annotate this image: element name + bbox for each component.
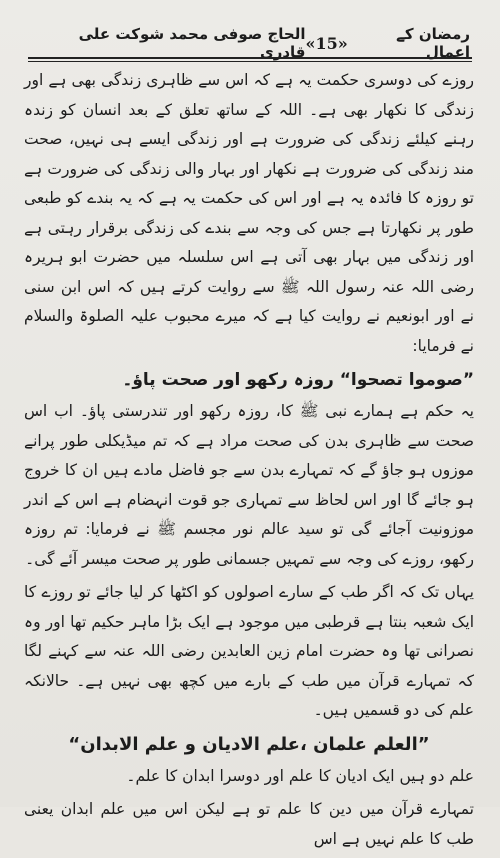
paragraph-3: یہاں تک کہ اگر طب کے سارے اصولوں کو اکٹھا کر لیا جائے تو روزے کا ایک شعبہ بنتا ہے قرطبی میں موجود ہے ایک بڑا ماہر حکیم تھا اور وہ نصرانی تھا وہ حضرت امام زین العابدین رضی اللہ عنہ سے کہنے لگا کہ تمہارے قرآن میں طب کے بارے میں کچھ بھی نہیں ہے۔ حالانکہ علم کی دو قسمیں ہیں۔ bbox=[24, 583, 474, 719]
hadith-quote-heading: ”صوموا تصحوا“ روزہ رکھو اور صحت پاؤ۔ bbox=[122, 370, 474, 390]
header-author: الحاج صوفی محمد شوکت علی قادری bbox=[78, 25, 306, 61]
arabic-saying-heading: ”العلم علمان ،علم الادیان و علم الابدان“ bbox=[68, 733, 430, 755]
header-rule bbox=[28, 57, 472, 59]
paragraph-1: روزے کی دوسری حکمت یہ ہے کہ اس سے ظاہری زندگی بھی ہے اور زندگی کا نکھار بھی ہے۔ اللہ کے ساتھ تعلق کے بعد انسان کو زندہ رہنے کیلئے زندگی کی ضرورت ہے اور زندگی ایسے ہی نہیں، صحت مند زندگی کی ضرورت ہے نکھار اور بہار والی زندگی کی ضرورت ہے تو روزہ کا فائدہ یہ ہے اور اس کی حکمت یہ ہے کہ یہ بندے کو طبعی طور پر نکھارتا ہے جس کی وجہ سے بندے کی زندگی برقرار رہتی ہے اور زندگی میں بہار بھی آتی ہے اس سلسلہ میں حضرت ابو ہریرہ رضی اللہ عنہ رسول اللہ ﷺ سے روایت کرتے ہیں کہ اس ابن سنی نے اور ابونعیم نے روایت کیا ہے کہ میرے محبوب علیہ الصلوۃ والسلام نے فرمایا: bbox=[24, 71, 474, 355]
running-header bbox=[30, 25, 470, 61]
page-body bbox=[24, 66, 474, 858]
page-number: «15» bbox=[305, 33, 348, 53]
header-book-title: رمضان کے اعمال bbox=[396, 25, 470, 61]
header-rule-thin bbox=[28, 61, 472, 62]
paragraph-5: تمہارے قرآن میں دین کا علم تو ہے لیکن اس میں علم ابدان یعنی طب کا علم نہیں ہے اس bbox=[24, 800, 474, 848]
paragraph-4: علم دو ہیں ایک ادیان کا علم اور دوسرا ابدان کا علم۔ bbox=[126, 766, 474, 785]
paragraph-2: یہ حکم ہے ہمارے نبی ﷺ کا، روزہ رکھو اور تندرستی پاؤ۔ اب اس صحت سے ظاہری بدن کی صحت مراد ہے کہ تم میڈیکلی طور پرانے موزوں ہو جاؤ گے کہ تمہارے بدن سے جو فاضل مادے ہیں ان کا خروج ہو جائے گا اور اس لحاظ سے تمہاری جو قوت انہضام ہے اس کے اندر موزونیت آجائے گی تو سید عالم نور مجسم ﷺ نے فرمایا: تم روزہ رکھو، روزے کی وجہ سے تمہیں جسمانی طور پر صحت میسر آئے گی۔ bbox=[24, 402, 474, 568]
